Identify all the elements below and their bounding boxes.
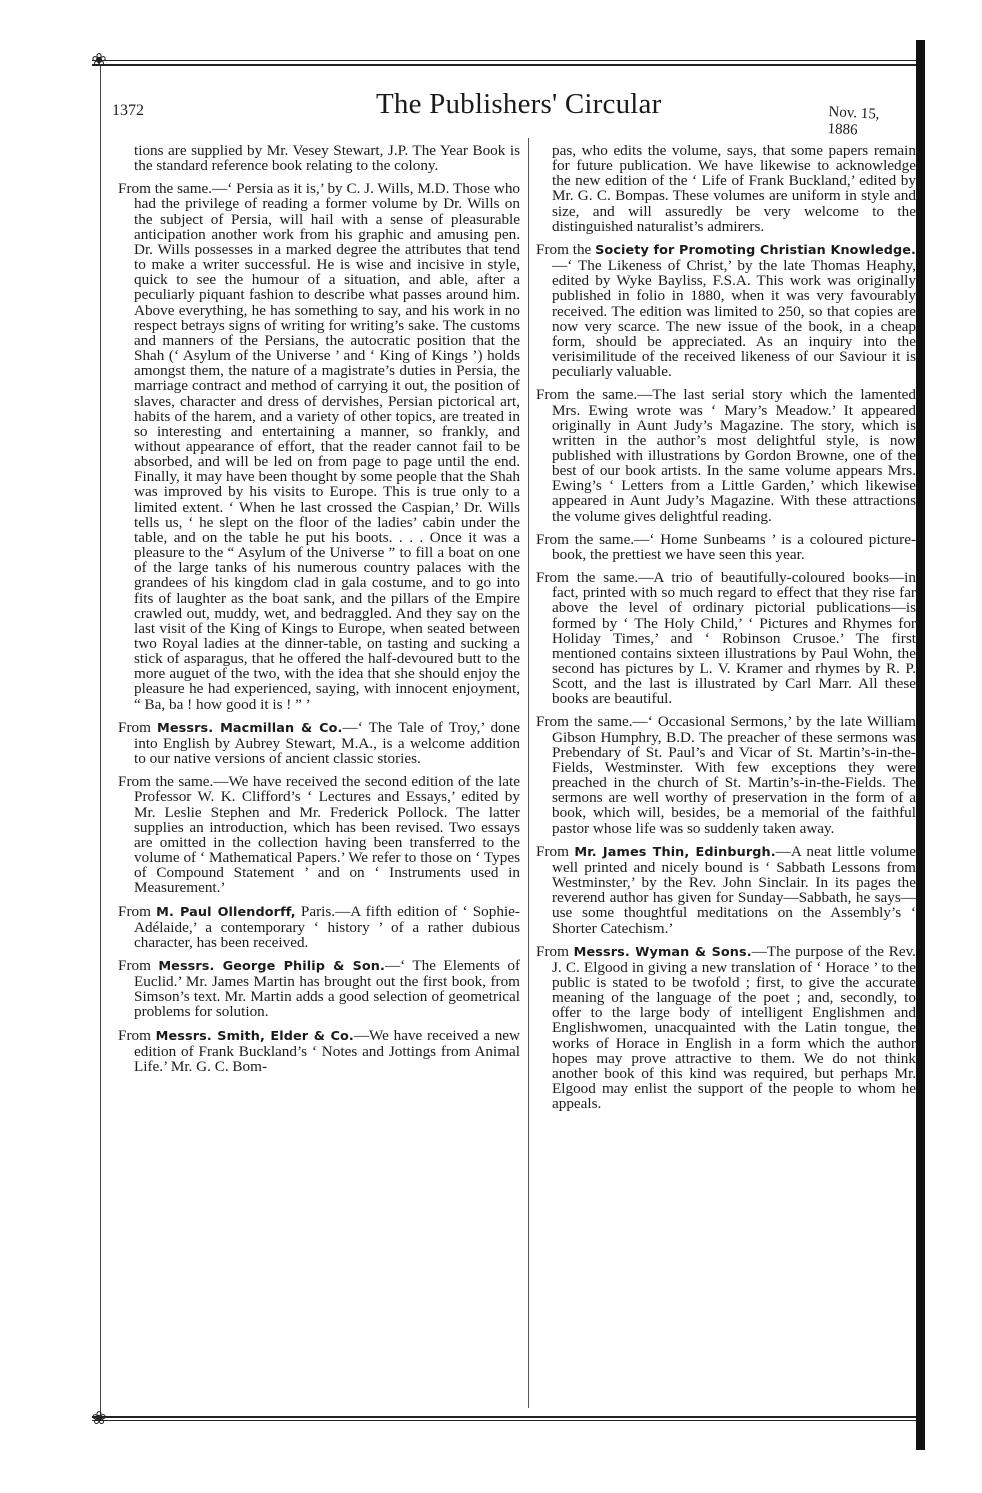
- review-entry: [536, 844, 916, 936]
- review-entry: [536, 532, 916, 562]
- review-entry: [536, 242, 916, 379]
- entry-lead: From: [118, 1026, 156, 1044]
- issue-date: Nov. 15, 1886: [827, 104, 880, 139]
- review-entry: [118, 143, 520, 173]
- entry-text: ‘ Occasional Sermons,’ by the late William Gibson Humphry, B.D. The preacher of these sermons was Prebendary of St. Paul’s and Vicar of St. Martin’s-in-the-Fields, Westminster. With few exceptions they were preached in the church of St. Martin’s-in-the-Fields. The sermons are well worthy of preservation in the form of a book, which will, besides, be a memorial of the faithful pastor whose life was so suddenly taken away.: [552, 713, 916, 837]
- review-entry: [536, 944, 916, 1112]
- running-title: The Publishers' Circular: [376, 88, 662, 120]
- publisher-name: Messrs. Smith, Elder & Co.: [155, 1028, 354, 1044]
- entry-text: Paris.—A fifth edition of ‘ Sophie-Adélaide,’ a contemporary ‘ history ’ of a rather dubious character, has been received.: [134, 902, 520, 951]
- publisher-name: Messrs. Wyman & Sons.: [573, 944, 752, 960]
- entry-text: —‘ The Tale of Troy,’ done into English by Aubrey Stewart, M.A., is a welcome addition to our native versions of ancient classic stories.: [134, 718, 520, 768]
- entry-lead: From the: [536, 240, 596, 258]
- entry-lead: From the same.—: [536, 713, 648, 731]
- right-column: [536, 143, 916, 1119]
- entry-lead: From the same.—: [536, 530, 650, 548]
- review-entry: [536, 714, 916, 835]
- publisher-name: Messrs. George Philip & Son.: [158, 958, 385, 974]
- page-header: [112, 88, 912, 139]
- publisher-name: Society for Promoting Christian Knowledge.: [595, 242, 917, 258]
- bottom-rule: [92, 1420, 924, 1421]
- entry-lead: From: [536, 942, 574, 960]
- left-border-line: [100, 64, 101, 1420]
- entry-lead: From: [536, 842, 575, 860]
- column-divider: [528, 138, 529, 1408]
- page-number: 1372: [112, 102, 144, 119]
- entry-text: ‘ Home Sunbeams ’ is a coloured picture-book, the prettiest we have seen this year.: [552, 530, 917, 563]
- entry-lead: From the same.—: [536, 569, 654, 587]
- entry-lead: From: [118, 718, 158, 736]
- top-rule-thick: [92, 64, 924, 66]
- entry-text: ‘ Persia as it is,’ by C. J. Wills, M.D. Those who had the privilege of reading a former volume by Dr. Wills on the subject of Persia, will hail with a sense of pleasurable anticipation another work from his graphic and amusing pen. Dr. Wills possesses in a marked degree the attributes that tend to make a writer successful. He is wise and incisive in style, quick to see the humour of a situation, and able, after a peculiarly piquant fashion to describe what passes around him. Above everything, he has something to say, and his work in no respect betrays signs of writing for writing’s sake. The customs and manners of the Persians, the autocratic position that the Shah (‘ Asylum of the Universe ’ and ‘ King of Kings ’) holds amongst them, the nature of a magistrate’s duties in Persia, the marriage contract and method of carrying it out, the position of slaves, character and dress of dervishes, Persian pictorical art, habits of the harem, and a variety of other topics, are treated in so interesting and entertaining a manner, so frankly, and without appearance of effort, that the reader cannot fail to be absorbed, and will be led on from page to page until the end. Finally, it may have been thought by some people that the Shah was improved by his visits to Europe. This is true only to a limited extent. ‘ When he last crossed the Caspian,’ Dr. Wills tells us, ‘ he slept on the floor of the ladies’ cabin under the table, and on the table he put his boots. . . . Once it was a pleasure to the “ Asylum of the Universe ” to fill a boat on one of the large tanks of his numerous country palaces with the grandees of his kingdom clad in gala costume, and to go into fits of laughter as the boat sank, and the pillars of the Empire crawled out, muddy, wet, and bedraggled. And they say on the last visit of the King of Kings to Europe, when seated between two Royal ladies at the dinner-table, on tasting and sucking a stick of asparagus, that he offered the half-devoured butt to the more auguet of the two, with the idea that she should enjoy the pleasure he had experienced, saying, with innocent enjoyment, “ Ba, ba ! how good it is ! ” ’: [134, 180, 521, 713]
- entry-text: —A neat little volume well printed and nicely bound is ‘ Sabbath Lessons from Westminster,’ by the Rev. John Sinclair. In its pages the reverend author has given for Sunday—Sabbath, he says—use some thoughtful meditations on the Assembly’s ‘ Shorter Catechism.’: [552, 842, 916, 937]
- ornament-icon: ❀: [91, 1408, 107, 1429]
- entry-text: The last serial story which the lamented Mrs. Ewing wrote was ‘ Mary’s Meadow.’ It appeared originally in Aunt Judy’s Magazine. The story, which is written in the author’s most delightful style, is now published with illustrations by Gordon Browne, one of the best of our book artists. In the same volume appears Mrs. Ewing’s ‘ Letters from a Little Garden,’ which likewise appeared in Aunt Judy’s Magazine. With these attractions the volume gives delightful reading.: [552, 386, 916, 525]
- review-entry: [118, 181, 520, 711]
- entry-text: —We have received a new edition of Frank Buckland’s ‘ Notes and Jottings from Animal Life.’ Mr. G. C. Bom-: [134, 1026, 520, 1075]
- review-entry: [536, 570, 916, 706]
- review-entry: [118, 774, 520, 895]
- review-entry: [118, 958, 520, 1020]
- ornament-icon: ❀: [91, 50, 107, 71]
- entry-lead: From the same.—: [536, 386, 653, 404]
- left-column: [118, 143, 520, 1082]
- review-entry: [118, 904, 520, 950]
- publisher-name: M. Paul Ollendorff,: [156, 904, 296, 920]
- binding-edge: [916, 40, 925, 1450]
- publisher-name: Messrs. Macmillan & Co.: [157, 720, 343, 736]
- review-entry: [536, 143, 916, 234]
- entry-text: —‘ The Likeness of Christ,’ by the late Thomas Heaphy, edited by Wyke Bayliss, F.S.A. This work was originally published in folio in 1880, when it was very favourably received. The edition was limited to 250, so that copies are now very scarce. The new issue of the book, in a cheap form, should be appreciated. As an inquiry into the verisimilitude of the received likeness of our Saviour it is peculiarly valuable.: [552, 257, 916, 381]
- top-rule: [92, 60, 924, 61]
- entry-lead: From the same.—: [118, 180, 228, 198]
- entry-text: We have received the second edition of the late Professor W. K. Clifford’s ‘ Lectures and Essays,’ edited by Mr. Leslie Stephen and Mr. Frederick Pollock. The latter supplies an introduction, which has been revised. Two essays are omitted in the collection having been transferred to the volume of ‘ Mathematical Papers.’ We refer to those on ‘ Types of Compound Statement ’ and on ‘ Instruments used in Measurement.’: [134, 773, 520, 897]
- bottom-rule-thick: [92, 1416, 924, 1418]
- entry-text: tions are supplied by Mr. Vesey Stewart, J.P. The Year Book is the standard reference book relating to the colony.: [134, 142, 520, 175]
- entry-lead: From: [118, 902, 157, 920]
- entry-text: —The purpose of the Rev. J. C. Elgood in giving a new translation of ‘ Horace ’ to the public is stated to be twofold ; first, to give the accurate meaning of the language of the poet ; and, secondly, to offer to the large body of intelligent Englishmen and Englishwomen, unacquainted with the Latin tongue, the works of Horace in English in a form which the author hopes may prove attractive to them. We do not think another book of this kind was required, but perhaps Mr. Elgood may enlist the support of the people to whom he appeals.: [552, 942, 916, 1113]
- review-entry: [118, 1028, 520, 1074]
- entry-text: —‘ The Elements of Euclid.’ Mr. James Martin has brought out the first book, from Simson’s text. Mr. Martin adds a good selection of geometrical problems for solution.: [134, 956, 520, 1021]
- review-entry: [536, 387, 916, 523]
- entry-text: A trio of beautifully-coloured books—in fact, printed with so much regard to effect that they rise far above the level of ordinary pictorial publications—is formed by ‘ The Holy Child,’ ‘ Pictures and Rhymes for Holiday Times,’ and ‘ Robinson Crusoe.’ The first mentioned contains sixteen illustrations by Paul Wohn, the second has pictures by L. V. Kramer and rhymes by R. P. Scott, and the last is illustrated by Carl Marr. All these books are beautiful.: [552, 569, 916, 708]
- review-entry: [118, 720, 520, 766]
- entry-lead: From: [118, 956, 159, 974]
- entry-text: pas, who edits the volume, says, that some papers remain for future publication. We have likewise to acknowledge the new edition of the ‘ Life of Frank Buckland,’ edited by Mr. G. C. Bompas. These volumes are uniform in style and size, and will assuredly be very welcome to the distinguished naturalist’s admirers.: [552, 142, 916, 235]
- publisher-name: Mr. James Thin, Edinburgh.: [574, 844, 776, 860]
- entry-lead: From the same.—: [118, 773, 229, 791]
